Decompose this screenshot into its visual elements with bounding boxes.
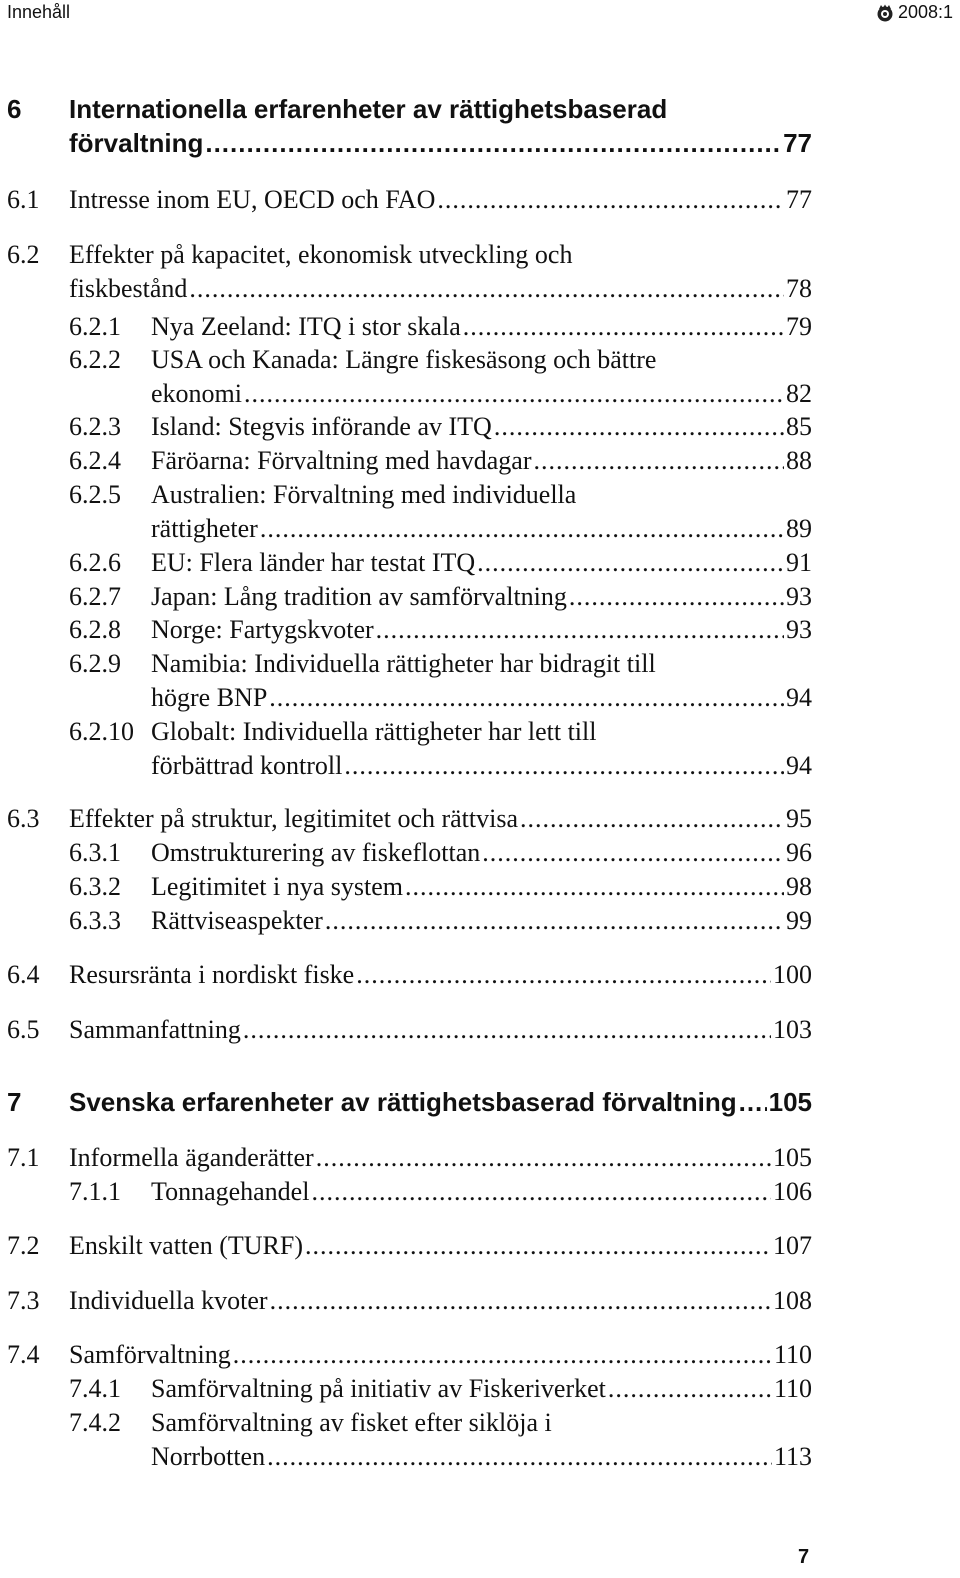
toc-entry-number: 6.3.1 bbox=[69, 838, 121, 867]
toc-entry-page: 79 bbox=[786, 312, 812, 341]
dot-leader bbox=[260, 512, 784, 546]
toc-entry-title: Omstrukturering av fiskeflottan bbox=[151, 838, 481, 867]
toc-entry-page: 77 bbox=[786, 185, 812, 214]
dot-leader bbox=[189, 272, 784, 306]
toc-entry-title: Effekter på kapacitet, ekonomisk utveckling och bbox=[69, 240, 573, 269]
toc-entry-number: 6.4 bbox=[7, 960, 40, 989]
toc-entry-number: 6.2.7 bbox=[69, 582, 121, 611]
toc-entry-number: 6.2.9 bbox=[69, 649, 121, 678]
dot-leader bbox=[520, 802, 784, 836]
dot-leader bbox=[344, 749, 784, 783]
toc-entry-page: 106 bbox=[773, 1177, 812, 1206]
toc-entry-number: 6.2 bbox=[7, 240, 40, 269]
toc-entry-title: USA och Kanada: Längre fiskesäsong och bättre bbox=[151, 345, 657, 374]
toc-entry-page: 88 bbox=[786, 446, 812, 475]
dot-leader bbox=[243, 1013, 771, 1047]
toc-entry-number: 6.2.4 bbox=[69, 446, 121, 475]
toc-entry-title: högre BNP bbox=[151, 683, 268, 712]
dot-leader bbox=[356, 958, 771, 992]
toc-entry-number: 7.4 bbox=[7, 1340, 40, 1369]
series-number: 2008:1 bbox=[897, 2, 953, 22]
toc-entry-page: 99 bbox=[786, 906, 812, 935]
toc-entry-title: Färöarna: Förvaltning med havdagar bbox=[151, 446, 532, 475]
toc-entry-page: 95 bbox=[786, 804, 812, 833]
toc-entry-page: 100 bbox=[773, 960, 812, 989]
toc-entry-page: 107 bbox=[773, 1231, 812, 1260]
toc-entry-page: 103 bbox=[773, 1015, 812, 1044]
dot-leader bbox=[267, 1440, 772, 1474]
toc-entry-title: Tonnagehandel bbox=[151, 1177, 310, 1206]
toc-entry-page: 94 bbox=[786, 751, 812, 780]
toc-entry-page: 105 bbox=[773, 1143, 812, 1172]
toc-entry-title: Effekter på struktur, legitimitet och rättvisa bbox=[69, 804, 519, 833]
toc-entry-number: 6.3.3 bbox=[69, 906, 121, 935]
toc-entry-number: 6.2.2 bbox=[69, 345, 121, 374]
toc-entry-title: Resursränta i nordiskt fiske bbox=[69, 960, 355, 989]
toc-entry-page: 110 bbox=[773, 1374, 812, 1403]
dot-leader bbox=[437, 183, 784, 217]
dot-leader bbox=[477, 546, 784, 580]
toc-entry-title: rättigheter bbox=[151, 514, 258, 543]
toc-entry-page: 93 bbox=[786, 582, 812, 611]
dot-leader bbox=[205, 126, 781, 160]
toc-entry-title: Nya Zeeland: ITQ i stor skala bbox=[151, 312, 461, 341]
toc-entry-title: Namibia: Individuella rättigheter har bidragit till bbox=[151, 649, 656, 678]
dot-leader bbox=[376, 613, 784, 647]
toc-entry-page: 77 bbox=[783, 128, 812, 158]
toc-entry-title: Rättviseaspekter bbox=[151, 906, 323, 935]
toc-entry-title: Sammanfattning bbox=[69, 1015, 241, 1044]
dot-leader bbox=[325, 904, 784, 938]
toc-entry-title: fiskbestånd bbox=[69, 274, 188, 303]
dot-leader bbox=[233, 1338, 772, 1372]
dot-leader bbox=[270, 1284, 771, 1318]
running-header-section: Innehåll bbox=[7, 2, 71, 22]
toc-entry-number: 6.5 bbox=[7, 1015, 40, 1044]
toc-entry-title: Samförvaltning av fisket efter siklöja i bbox=[151, 1408, 552, 1437]
toc-entry-number: 7.2 bbox=[7, 1231, 40, 1260]
toc-entry-title: Informella äganderätter bbox=[69, 1143, 314, 1172]
crown-seal-icon bbox=[875, 4, 895, 22]
dot-leader bbox=[305, 1229, 771, 1263]
dot-leader bbox=[316, 1141, 771, 1175]
dot-leader bbox=[311, 1175, 771, 1209]
toc-entry-number: 7.1.1 bbox=[69, 1177, 121, 1206]
toc-entry-page: 85 bbox=[786, 412, 812, 441]
toc-entry-number: 6.1 bbox=[7, 185, 40, 214]
dot-leader bbox=[482, 836, 784, 870]
toc-entry-title: Enskilt vatten (TURF) bbox=[69, 1231, 303, 1260]
dot-leader bbox=[405, 870, 784, 904]
toc-entry-title: Island: Stegvis införande av ITQ bbox=[151, 412, 492, 441]
toc-entry-title: Individuella kvoter bbox=[69, 1286, 268, 1315]
toc-entry-number: 6.3 bbox=[7, 804, 40, 833]
toc-entry-title: Samförvaltning bbox=[69, 1340, 231, 1369]
toc-entry-title: Norge: Fartygskvoter bbox=[151, 615, 374, 644]
toc-entry-page: 98 bbox=[786, 872, 812, 901]
toc-entry-page: 110 bbox=[773, 1340, 812, 1369]
page-number: 7 bbox=[798, 1546, 810, 1568]
toc-entry-page: 91 bbox=[786, 548, 812, 577]
dot-leader bbox=[244, 377, 784, 411]
toc-entry-title: Internationella erfarenheter av rättighetsbaserad bbox=[69, 94, 668, 124]
toc-entry-title: Samförvaltning på initiativ av Fiskeriverket bbox=[151, 1374, 606, 1403]
dot-leader bbox=[608, 1372, 772, 1406]
toc-entry-number: 7.3 bbox=[7, 1286, 40, 1315]
toc-entry-page: 89 bbox=[786, 514, 812, 543]
dot-leader bbox=[739, 1085, 767, 1119]
toc-entry-title: Legitimitet i nya system bbox=[151, 872, 404, 901]
toc-entry-title: Japan: Lång tradition av samförvaltning bbox=[151, 582, 567, 611]
running-header-series bbox=[875, 2, 953, 23]
toc-entry-number: 7.1 bbox=[7, 1143, 40, 1172]
toc-entry-number: 7.4.1 bbox=[69, 1374, 121, 1403]
toc-entry-number: 6.2.5 bbox=[69, 480, 121, 509]
toc-entry-title: Intresse inom EU, OECD och FAO bbox=[69, 185, 436, 214]
toc-entry-page: 113 bbox=[773, 1442, 812, 1471]
toc-entry-title: Australien: Förvaltning med individuella bbox=[151, 480, 577, 509]
toc-entry-page: 93 bbox=[786, 615, 812, 644]
dot-leader bbox=[269, 681, 784, 715]
toc-entry-number: 6.3.2 bbox=[69, 872, 121, 901]
toc-entry-page: 108 bbox=[773, 1286, 812, 1315]
toc-entry-title: Norrbotten bbox=[151, 1442, 266, 1471]
toc-entry-number: 6.2.1 bbox=[69, 312, 121, 341]
toc-entry-page: 94 bbox=[786, 683, 812, 712]
dot-leader bbox=[534, 444, 785, 478]
toc-entry-page: 96 bbox=[786, 838, 812, 867]
toc-entry-number: 7 bbox=[7, 1087, 22, 1117]
toc-entry-number: 7.4.2 bbox=[69, 1408, 121, 1437]
dot-leader bbox=[494, 410, 784, 444]
toc-entry-title: EU: Flera länder har testat ITQ bbox=[151, 548, 476, 577]
toc-entry-page: 105 bbox=[768, 1087, 812, 1117]
toc-entry-number: 6.2.8 bbox=[69, 615, 121, 644]
toc-entry-title: förbättrad kontroll bbox=[151, 751, 343, 780]
toc-entry-title: förvaltning bbox=[69, 128, 204, 158]
toc-entry-number: 6 bbox=[7, 94, 22, 124]
dot-leader bbox=[463, 310, 784, 344]
toc-entry-page: 82 bbox=[786, 379, 812, 408]
toc-entry-page: 78 bbox=[786, 274, 812, 303]
toc-entry-number: 6.2.6 bbox=[69, 548, 121, 577]
toc-entry-title: Svenska erfarenheter av rättighetsbaserad förvaltning bbox=[69, 1087, 737, 1117]
toc-entry-number: 6.2.3 bbox=[69, 412, 121, 441]
toc-entry-title: ekonomi bbox=[151, 379, 242, 408]
toc-entry-number: 6.2.10 bbox=[69, 717, 134, 746]
toc-entry-title: Globalt: Individuella rättigheter har lett till bbox=[151, 717, 597, 746]
dot-leader bbox=[569, 580, 784, 614]
